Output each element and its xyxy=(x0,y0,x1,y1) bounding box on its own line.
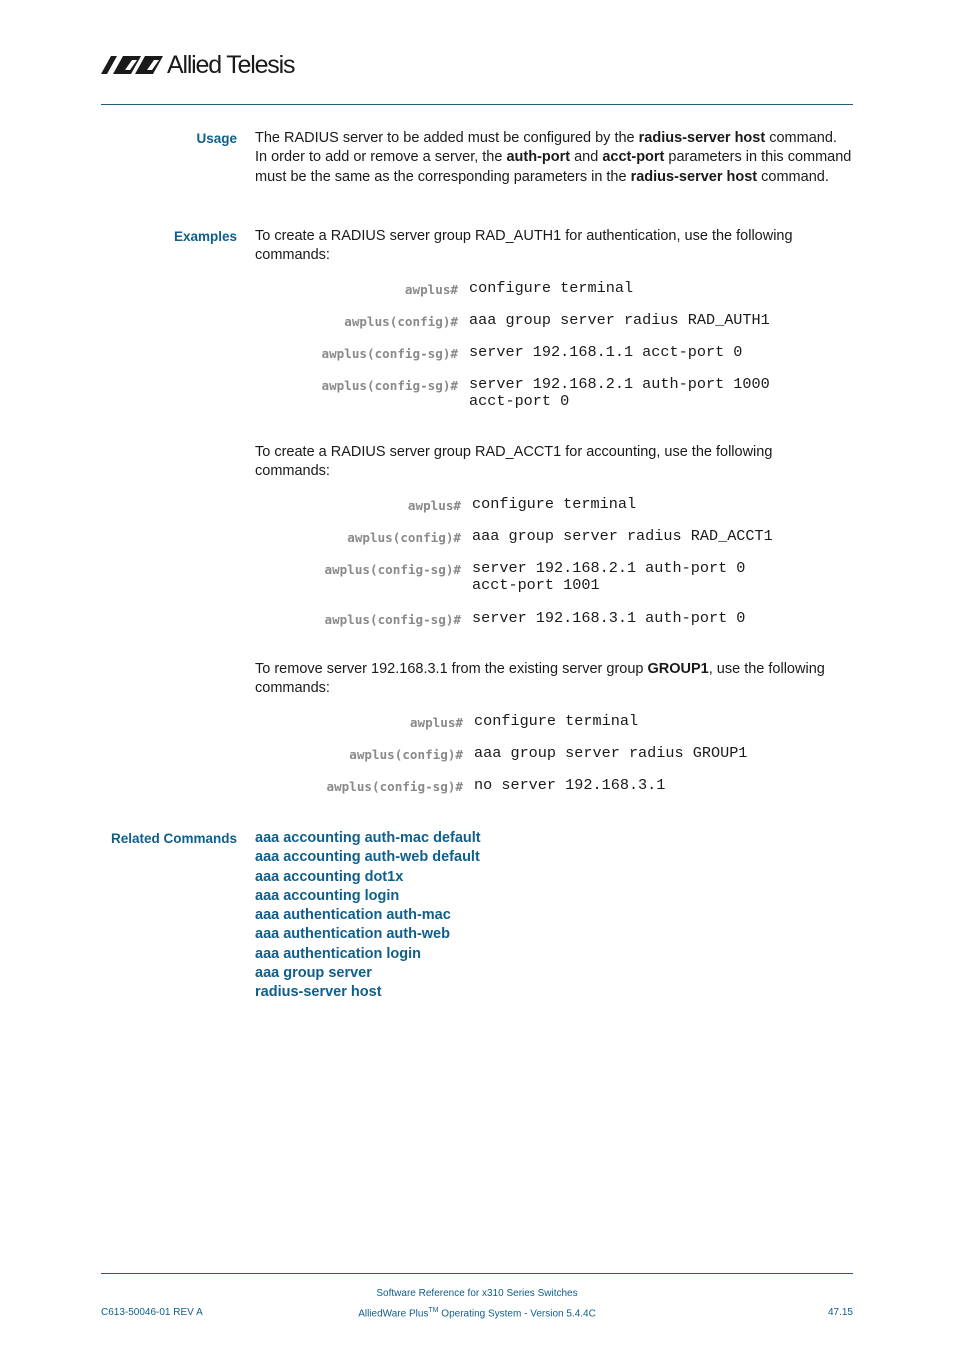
related-link[interactable]: aaa group server xyxy=(255,965,372,982)
logo-text: Allied Telesis xyxy=(167,50,295,79)
footer-trademark: TM xyxy=(428,1307,439,1314)
examples-intro-2: To create a RADIUS server group RAD_ACCT1 for accounting, use the following commands: xyxy=(255,444,773,480)
allied-telesis-logo-icon xyxy=(101,54,163,76)
related-link[interactable]: aaa accounting auth-mac default xyxy=(255,830,481,846)
cli-prompt: awplus# xyxy=(407,498,461,513)
footer-doc-id: C613-50046-01 REV A xyxy=(101,1307,203,1318)
usage-bold-radius-server-host: radius-server host xyxy=(638,130,766,146)
cli-command: aaa group server radius GROUP1 xyxy=(474,744,748,762)
usage-text-part: parameters in this command must be the same as the corresponding parameters in the xyxy=(255,149,852,185)
usage-label: Usage xyxy=(196,131,237,146)
cli-command: server 192.168.2.1 auth-port 1000 acct-port 0 xyxy=(469,375,770,410)
cli-command: aaa group server radius RAD_ACCT1 xyxy=(472,527,773,545)
intro-3-text-part: To remove server 192.168.3.1 from the existing server group xyxy=(255,661,648,677)
cli-command: server 192.168.1.1 acct-port 0 xyxy=(469,343,743,361)
footer-title: Software Reference for x310 Series Switches xyxy=(376,1288,578,1299)
cli-prompt: awplus(config-sg)# xyxy=(321,346,458,361)
usage-text-part: command. In order to add or remove a server, the xyxy=(255,130,837,166)
cli-prompt: awplus(config)# xyxy=(349,747,463,762)
intro-3-text-part: , use the following commands: xyxy=(255,661,825,697)
cli-command: configure terminal xyxy=(469,279,634,297)
footer-page-number: 47.15 xyxy=(827,1307,853,1318)
usage-text-part: command. xyxy=(757,168,829,185)
footer-os-version xyxy=(300,1307,654,1319)
usage-bold-radius-server-host: radius-server host xyxy=(630,168,758,185)
usage-bold-acct-port: acct-port xyxy=(602,149,665,166)
cli-prompt: awplus(config)# xyxy=(344,314,458,329)
related-commands-label: Related Commands xyxy=(110,831,237,846)
usage-text xyxy=(255,129,853,187)
related-link[interactable]: aaa accounting dot1x xyxy=(255,868,404,885)
cli-prompt: awplus(config-sg)# xyxy=(321,378,458,393)
cli-command: server 192.168.2.1 auth-port 0 acct-port 1001 xyxy=(472,559,746,594)
cli-command: no server 192.168.3.1 xyxy=(474,776,666,794)
examples-intro-1: To create a RADIUS server group RAD_AUTH1 for authentication, use the following commands: xyxy=(255,228,793,264)
examples-intro-3 xyxy=(255,660,853,699)
cli-prompt: awplus(config-sg)# xyxy=(324,612,461,627)
usage-text-part: The RADIUS server to be added must be configured by the xyxy=(255,130,639,146)
cli-prompt: awplus(config-sg)# xyxy=(324,562,461,577)
related-link[interactable]: aaa accounting auth-web default xyxy=(255,849,480,866)
intro-3-bold-group1: GROUP1 xyxy=(647,661,709,677)
footer-os-name: AlliedWare Plus xyxy=(358,1308,429,1320)
usage-bold-auth-port: auth-port xyxy=(506,149,571,166)
cli-command: server 192.168.3.1 auth-port 0 xyxy=(472,609,746,627)
examples-label: Examples xyxy=(173,229,237,244)
related-commands-list xyxy=(255,829,481,1003)
footer-os-version-text: Operating System - Version 5.4.4C xyxy=(438,1308,596,1320)
related-link[interactable]: radius-server host xyxy=(255,984,382,1001)
related-link[interactable]: aaa authentication login xyxy=(255,945,421,962)
cli-command: configure terminal xyxy=(472,495,637,513)
cli-prompt: awplus# xyxy=(409,715,463,730)
allied-telesis-logo xyxy=(101,50,294,80)
usage-text-part: and xyxy=(570,149,603,166)
footer-rule xyxy=(101,1273,853,1274)
cli-command: configure terminal xyxy=(474,712,639,730)
cli-prompt: awplus# xyxy=(404,282,458,297)
cli-prompt: awplus(config)# xyxy=(347,530,461,545)
related-link[interactable]: aaa authentication auth-web xyxy=(255,926,450,943)
related-link[interactable]: aaa accounting login xyxy=(255,887,400,904)
header-rule xyxy=(101,104,853,105)
cli-prompt: awplus(config-sg)# xyxy=(326,779,463,794)
related-link[interactable]: aaa authentication auth-mac xyxy=(255,907,451,924)
cli-command: aaa group server radius RAD_AUTH1 xyxy=(469,311,770,329)
